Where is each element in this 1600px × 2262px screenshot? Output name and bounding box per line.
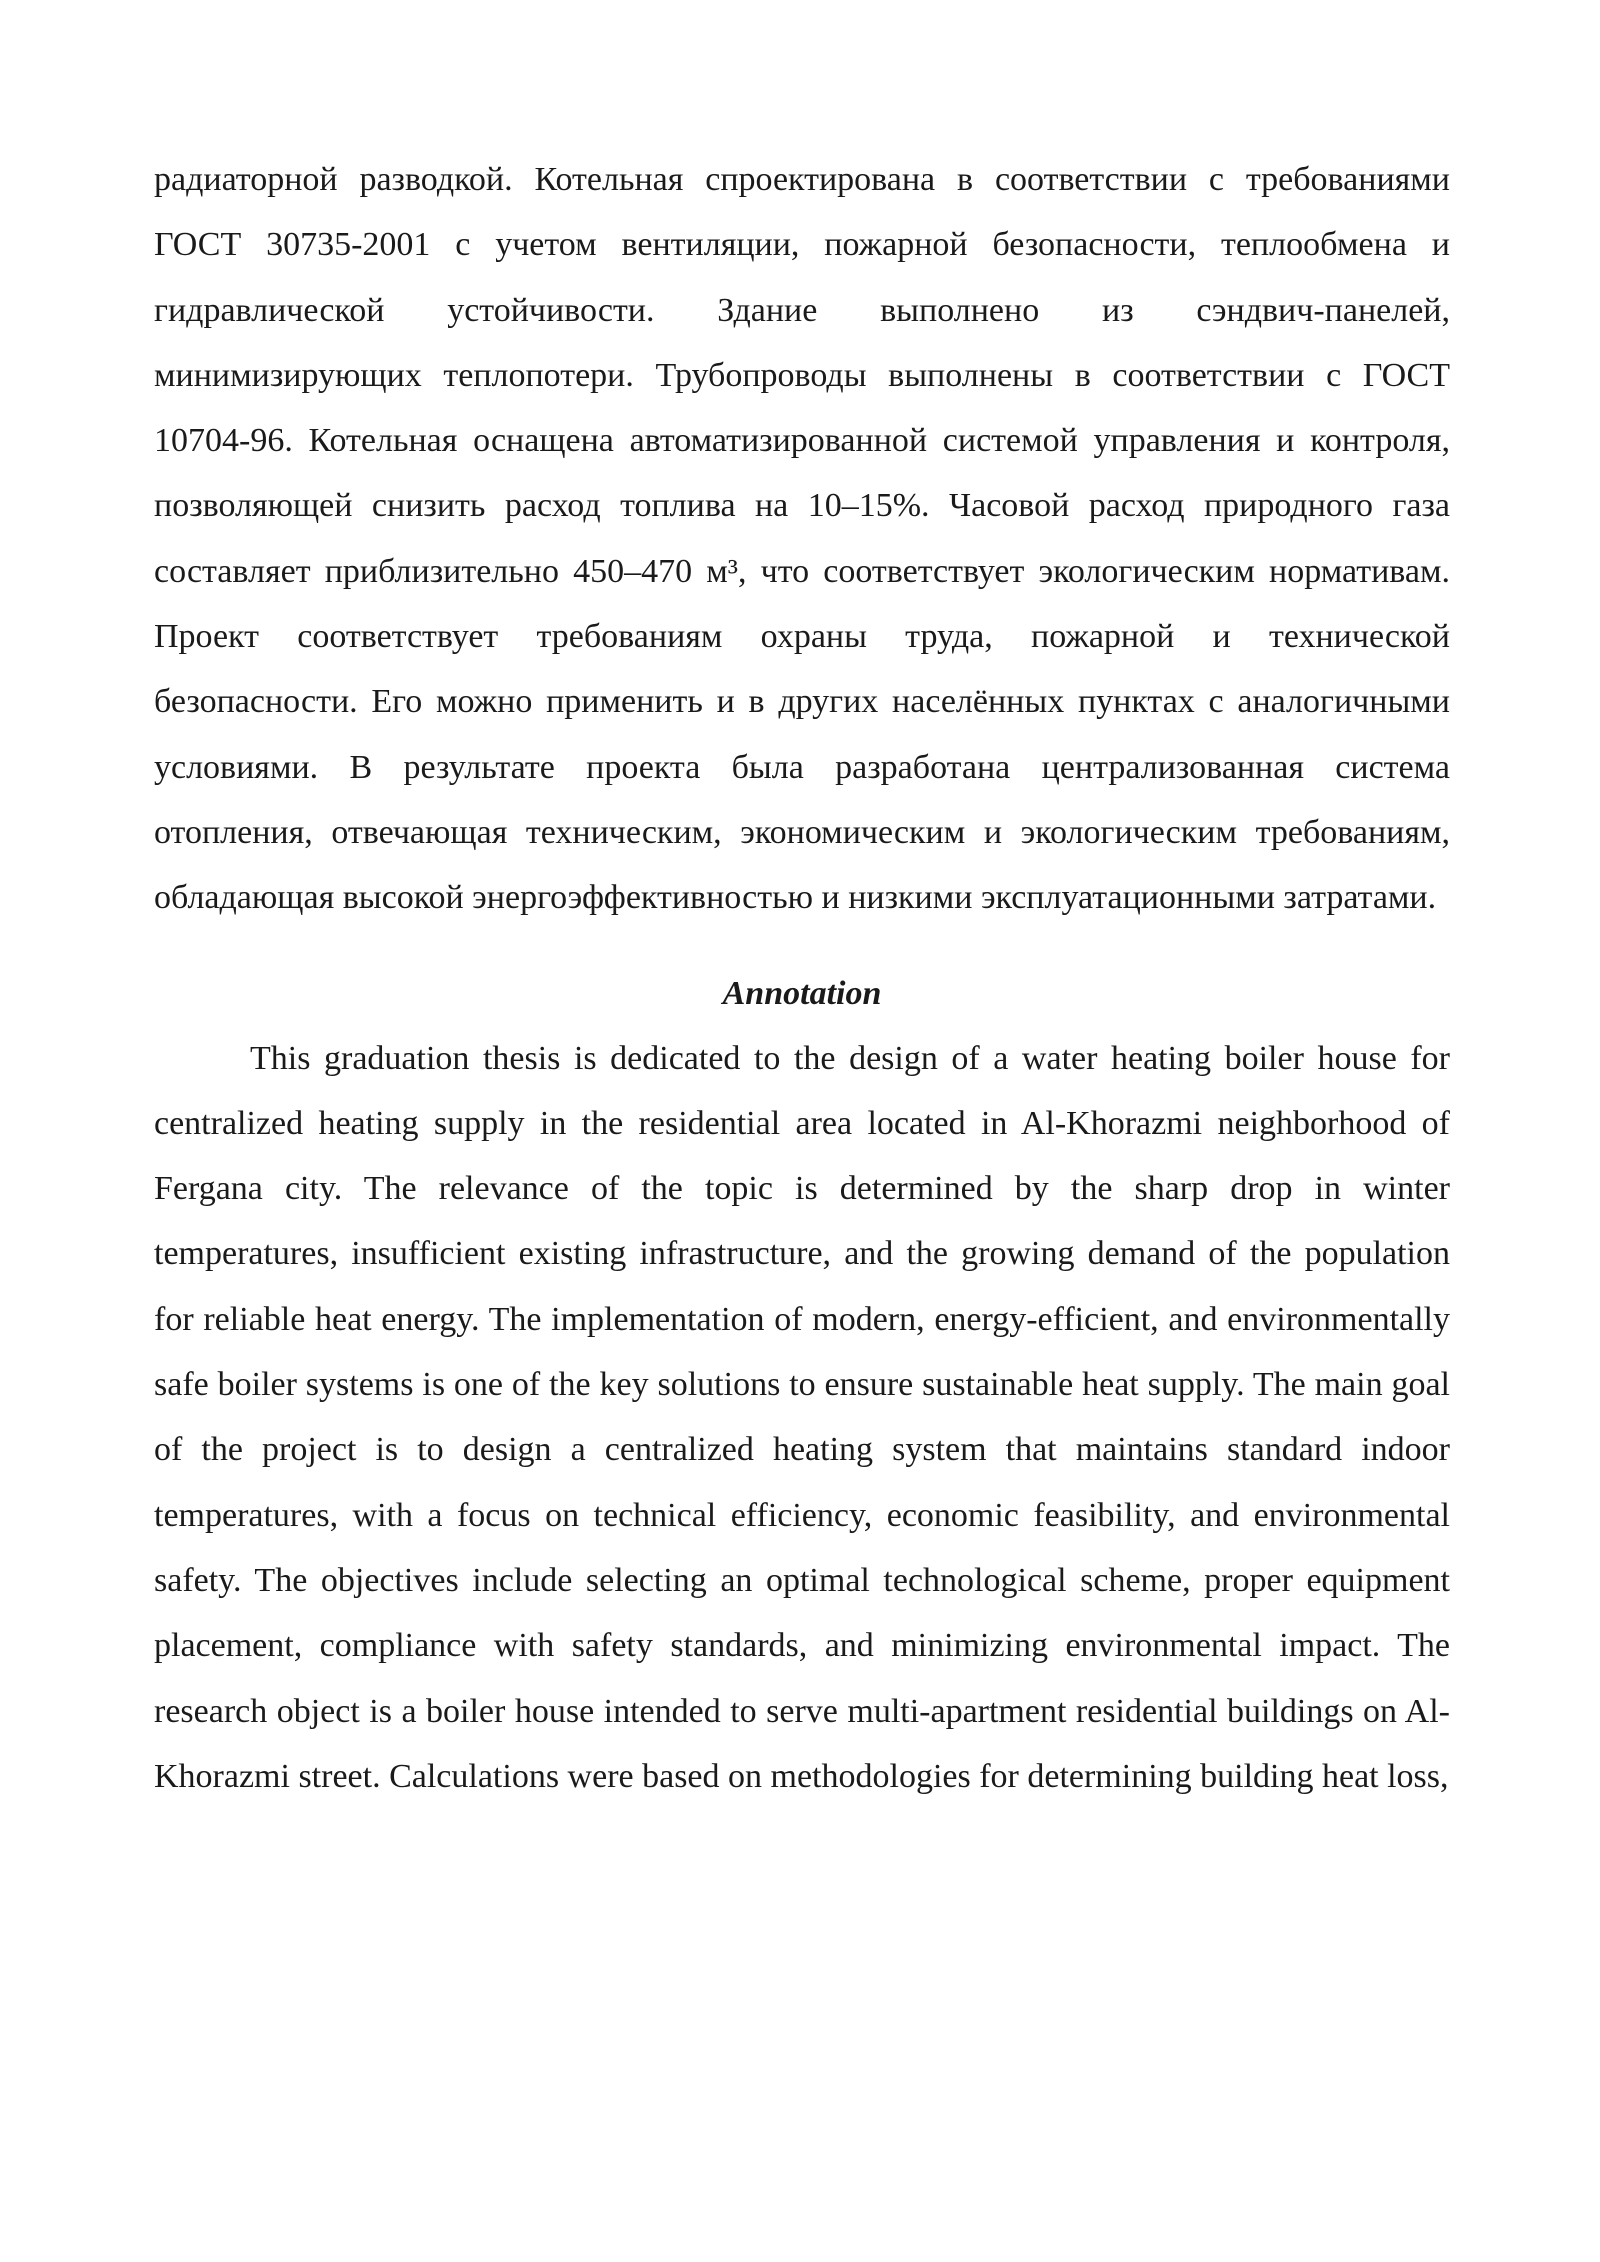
annotation-heading: Annotation <box>722 974 882 1012</box>
document-page <box>154 147 1450 1809</box>
russian-paragraph: радиаторной разводкой. Котельная спроектирована в соответствии с требованиями ГОСТ 30735-2001 с учетом вентиляции, пожарной безопасности, теплообмена и гидравлической устойчивости. Здание выполнено из сэндвич-панелей, минимизирующих теплопотери. Трубопроводы выполнены в соответствии с ГОСТ 10704-96. Котельная оснащена автоматизированной системой управления и контроля, позволяющей снизить расход топлива на 10–15%. Часовой расход природного газа составляет приблизительно 450–470 м³, что соответствует экологическим нормативам. Проект соответствует требованиям охраны труда, пожарной и технической безопасности. Его можно применить и в других населённых пунктах с аналогичными условиями. В результате проекта была разработана централизованная система отопления, отвечающая техническим, экономическим и экологическим требованиям, обладающая высокой энергоэффективностью и низкими эксплуатационными затратами. <box>154 161 1450 917</box>
annotation-paragraph: This graduation thesis is dedicated to the design of a water heating boiler house for centralized heating supply in the residential area located in Al-Khorazmi neighborhood of Fergana city. The relevance of the topic is determined by the sharp drop in winter temperatures, insufficient existing infrastructure, and the growing demand of the population for reliable heat energy. The implementation of modern, energy-efficient, and environmentally safe boiler systems is one of the key solutions to ensure sustainable heat supply. The main goal of the project is to design a centralized heating system that maintains standard indoor temperatures, with a focus on technical efficiency, economic feasibility, and environmental safety. The objectives include selecting an optimal technological scheme, proper equipment placement, compliance with safety standards, and minimizing environmental impact. The research object is a boiler house intended to serve multi-apartment residential buildings on Al-Khorazmi street. Calculations were based on methodologies for determining building heat loss, <box>154 1039 1450 1795</box>
